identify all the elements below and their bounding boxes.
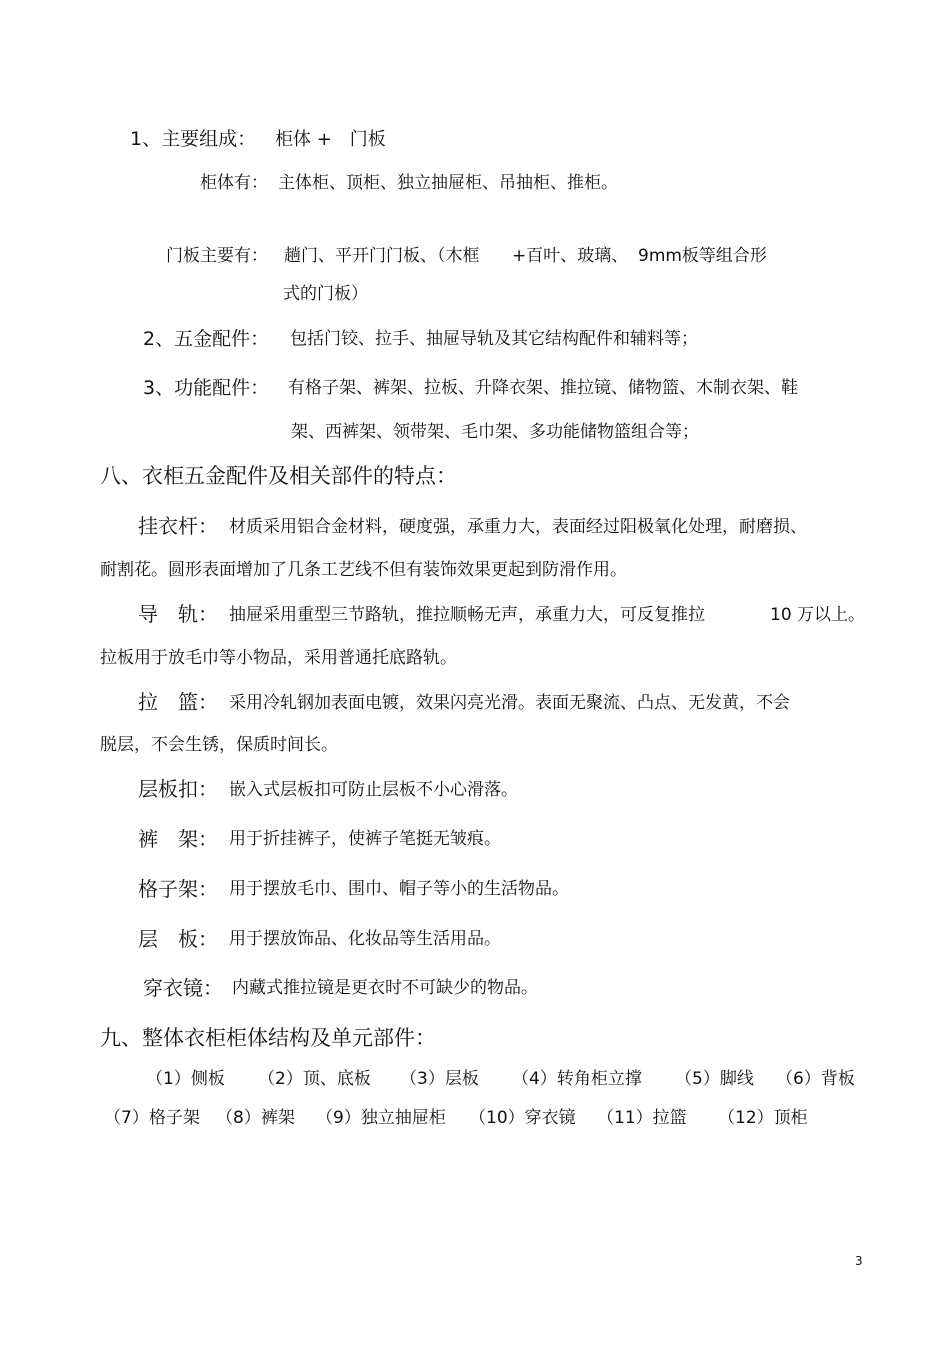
term-grid-rack: 格子架：: [138, 877, 218, 901]
cabinet-content: 主体柜、顶柜、独立抽屉柜、吊抽柜、推柜。: [278, 173, 618, 193]
item2-content: 包括门铰、拉手、抽屉导轨及其它结构配件和辅料等；: [290, 329, 698, 349]
part-item: （10）穿衣镜: [469, 1108, 576, 1128]
term-rail: 导 轨：: [138, 602, 218, 626]
part-item: （6）背板: [776, 1069, 855, 1089]
part-item: （12）顶柜: [718, 1108, 808, 1128]
door-content-c: 9mm板等组合形: [638, 246, 767, 266]
part-item: （7）格子架: [104, 1108, 200, 1128]
door-content-a: 趟门、平开门门板、（木框: [284, 246, 480, 266]
item2-heading: 2、五金配件：: [143, 328, 270, 350]
section8-heading: 八、衣柜五金配件及相关部件的特点：: [100, 464, 457, 488]
part-item: （9）独立抽屉柜: [316, 1108, 446, 1128]
desc-basket-line1: 采用冷轧钢加表面电镀，效果闪亮光滑。表面无聚流、凸点、无发黄，不会: [229, 693, 790, 713]
desc-grid-rack: 用于摆放毛巾、围巾、帽子等小的生活物品。: [229, 879, 569, 899]
term-trouser-rack: 裤 架：: [138, 827, 218, 851]
term-hanging-rod: 挂衣杆：: [138, 514, 218, 538]
door-content-line2: 式的门板）: [283, 284, 368, 304]
part-item: （11）拉篮: [597, 1108, 687, 1128]
part-item: （3）层板: [400, 1069, 479, 1089]
item3-heading: 3、功能配件：: [143, 377, 270, 399]
term-shelf-clip: 层板扣：: [138, 777, 218, 801]
desc-shelf-clip: 嵌入式层板扣可防止层板不小心滑落。: [229, 780, 518, 800]
part-item: （1）侧板: [146, 1069, 225, 1089]
door-label: 门板主要有：: [166, 246, 268, 266]
item3-content-line2: 架、西裤架、领带架、毛巾架、多功能储物篮组合等；: [291, 422, 699, 442]
door-content-b: +百叶、玻璃、: [512, 246, 629, 266]
desc-shelf: 用于摆放饰品、化妆品等生活用品。: [229, 929, 501, 949]
desc-hanging-rod-line1: 材质采用铝合金材料，硬度强，承重力大，表面经过阳极氧化处理，耐磨损、: [229, 517, 807, 537]
part-item: （2）顶、底板: [258, 1069, 371, 1089]
desc-basket-line2: 脱层，不会生锈，保质时间长。: [100, 735, 338, 755]
desc-rail-line2: 拉板用于放毛巾等小物品，采用普通托底路轨。: [100, 648, 457, 668]
cabinet-label: 柜体有：: [200, 173, 268, 193]
part-item: （8）裤架: [216, 1108, 295, 1128]
desc-rail-line1b: 10 万以上。: [770, 605, 866, 625]
part-item: （5）脚线: [675, 1069, 754, 1089]
desc-trouser-rack: 用于折挂裤子，使裤子笔挺无皱痕。: [229, 829, 501, 849]
page-number: 3: [855, 1254, 863, 1268]
part-item: （4）转角柜立撑: [512, 1069, 642, 1089]
term-mirror: 穿衣镜：: [143, 976, 223, 1000]
term-shelf: 层 板：: [138, 927, 218, 951]
item1-heading: 1、主要组成：: [130, 128, 257, 150]
item3-content-line1: 有格子架、裤架、拉板、升降衣架、推拉镜、储物篮、木制衣架、鞋: [288, 378, 798, 398]
desc-rail-line1a: 抽屉采用重型三节路轨，推拉顺畅无声，承重力大，可反复推拉: [229, 605, 705, 625]
section9-heading: 九、整体衣柜柜体结构及单元部件：: [100, 1026, 436, 1050]
item1-content: 柜体 + 门板: [275, 129, 386, 150]
desc-mirror: 内藏式推拉镜是更衣时不可缺少的物品。: [232, 978, 538, 998]
term-basket: 拉 篮：: [138, 690, 218, 714]
desc-hanging-rod-line2: 耐割花。圆形表面增加了几条工艺线不但有装饰效果更起到防滑作用。: [100, 560, 627, 580]
